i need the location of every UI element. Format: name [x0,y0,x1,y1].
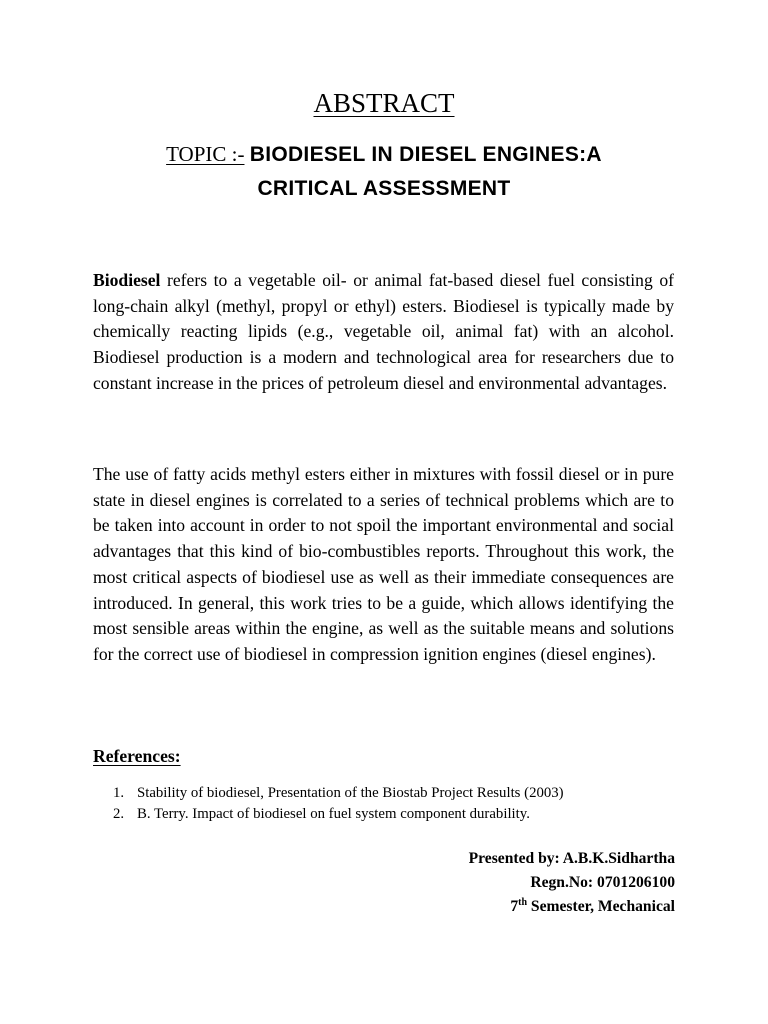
semester-text: Semester, Mechanical [527,898,675,915]
paragraph-1-lead: Biodiesel [93,270,161,290]
presented-by: Presented by: A.B.K.Sidhartha [468,850,675,867]
document-title: ABSTRACT [313,88,455,118]
topic-title-line1: BIODIESEL IN DIESEL ENGINES:A [249,143,602,166]
reference-text: Stability of biodiesel, Presentation of the Biostab Project Results (2003) [137,785,564,801]
topic-title-line2: CRITICAL ASSESSMENT [257,177,511,200]
semester-number: 7 [510,898,519,915]
reference-number: 1. [113,785,125,801]
reference-number: 2. [113,806,125,822]
references-heading: References: [93,746,181,766]
topic-label: TOPIC :- [166,142,245,166]
semester-line [469,895,675,919]
topic-heading [0,137,768,206]
reference-text: B. Terry. Impact of biodiesel on fuel system component durability. [137,806,530,822]
reference-item [113,783,564,804]
paragraph-1 [93,268,674,397]
presenter-block [469,847,675,919]
semester-suffix: th [518,896,528,908]
registration-number: Regn.No: 0701206100 [530,874,675,891]
references-list [113,783,564,825]
paragraph-1-text: refers to a vegetable oil- or animal fat-based diesel fuel consisting of long-chain alkyl (methyl, propyl or ethyl) esters. Biodiesel is typically made by chemically reacting lipids (e.g., vegetable oil, animal fat) with an alcohol. Biodiesel production is a modern and technological area for researchers due to constant increase in the prices of petroleum diesel and environmental advantages. [93,270,674,393]
reference-item [113,804,564,825]
paragraph-2: The use of fatty acids methyl esters either in mixtures with fossil diesel or in pure state in diesel engines is correlated to a series of technical problems which are to be taken into account in order to not spoil the important environmental and social advantages that this kind of bio-combustibles reports. Throughout this work, the most critical aspects of biodiesel use as well as their immediate consequences are introduced. In general, this work tries to be a guide, which allows identifying the most sensible areas within the engine, as well as the suitable means and solutions for the correct use of biodiesel in compression ignition engines (diesel engines). [93,464,674,664]
